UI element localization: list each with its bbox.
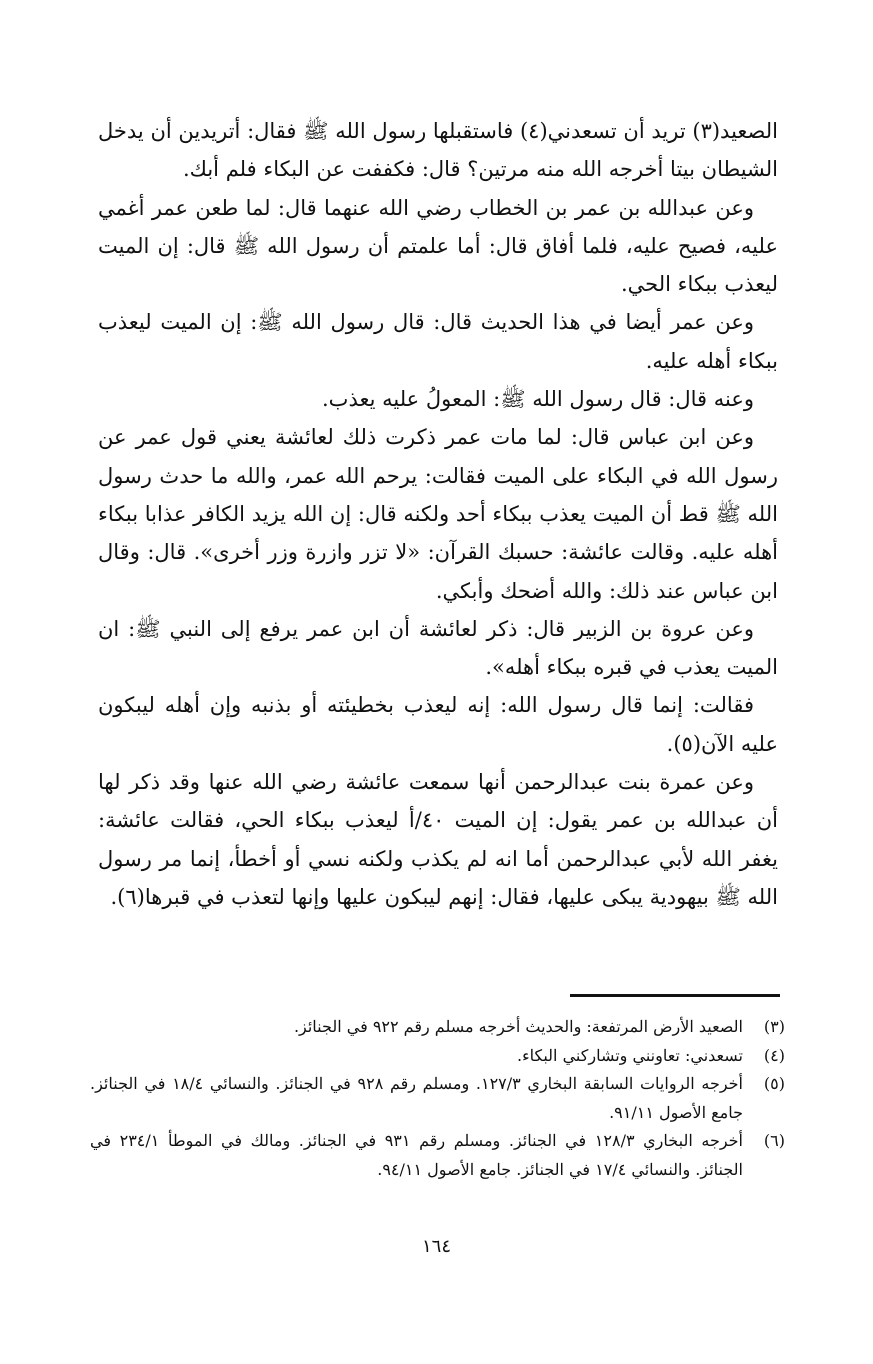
- paragraph-2: وعن عبدالله بن عمر بن الخطاب رضي الله عنهما قال: لما طعن عمر أغمي عليه، فصيح عليه، فلما أفاق قال: أما علمتم أن رسول الله ﷺ قال: إن الميت ليعذب ببكاء الحي.: [98, 195, 778, 297]
- paragraph-1: الصعيد(٣) تريد أن تسعدني(٤) فاستقبلها رسول الله ﷺ فقال: أتريدين أن يدخل الشيطان بيتا أخرجه الله منه مرتين؟ قال: فكففت عن البكاء فلم أبك.: [98, 119, 778, 182]
- footnote-text: الصعيد الأرض المرتفعة: والحديث أخرجه مسلم رقم ٩٢٢ في الجنائز.: [293, 1017, 743, 1036]
- footnote-number: (٦): [763, 1131, 785, 1150]
- footnote: [90, 1127, 785, 1184]
- footnote: [90, 1013, 785, 1042]
- footnote-number: (٥): [763, 1074, 785, 1093]
- footnote-number: (٣): [763, 1017, 785, 1036]
- footnote-text: أخرجه البخاري ١٢٨/٣ في الجنائز. ومسلم رقم ٩٣١ في الجنائز. ومالك في الموطأ ٢٣٤/١ في الجنائز. والنسائي ١٧/٤ في الجنائز. جامع الأصول ٩٤/١١.: [90, 1131, 744, 1179]
- footnotes: [90, 1013, 785, 1184]
- paragraph-4: وعنه قال: قال رسول الله ﷺ: المعولُ عليه يعذب.: [322, 387, 754, 412]
- footnote-text: تسعدني: تعاونني وتشاركني البكاء.: [517, 1045, 743, 1065]
- footnote-number: (٤): [763, 1045, 785, 1065]
- footnote: [90, 1042, 785, 1071]
- paragraph-3: وعن عمر أيضا في هذا الحديث قال: قال رسول الله ﷺ: إن الميت ليعذب ببكاء أهله عليه.: [98, 310, 778, 373]
- paragraph-8: وعن عمرة بنت عبدالرحمن أنها سمعت عائشة رضي الله عنها وقد ذكر لها أن عبدالله بن عمر يقول: إن الميت ٤٠/أ ليعذب ببكاء الحي، فقالت عائشة: يغفر الله لأبي عبدالرحمن أما انه لم يكذب ولكنه نسي أو أخطأ، إنما مر رسول الله ﷺ بيهودية يبكى عليها، فقال: إنهم ليبكون عليها وإنها لتعذب في قبرها(٦).: [98, 770, 778, 909]
- footnote-text: أخرجه الروايات السابقة البخاري ١٢٧/٣. ومسلم رقم ٩٢٨ في الجنائز. والنسائي ١٨/٤ في الجنائز. جامع الأصول ٩١/١١.: [90, 1074, 744, 1122]
- footnote-separator: [570, 994, 780, 997]
- paragraph-6: وعن عروة بن الزبير قال: ذكر لعائشة أن ابن عمر يرفع إلى النبي ﷺ: ان الميت يعذب في قبره ببكاء أهله».: [98, 616, 778, 680]
- paragraph-5: وعن ابن عباس قال: لما مات عمر ذكرت ذلك لعائشة يعني قول عمر عن رسول الله في البكاء على الميت فقالت: يرحم الله عمر، والله ما حدث رسول الله ﷺ قط أن الميت يعذب ببكاء أحد ولكنه قال: إن الله يزيد الكافر عذابا ببكاء أهله عليه. وقالت عائشة: حسبك القرآن: «لا تزر وازرة وزر أخرى». قال: وقال ابن عباس عند ذلك: والله أضحك وأبكي.: [98, 425, 778, 603]
- paragraph-7: فقالت: إنما قال رسول الله: إنه ليعذب بخطيئته أو بذنبه وإن أهله ليبكون عليه الآن(٥).: [98, 693, 778, 756]
- footnote: [90, 1070, 785, 1127]
- page-number: ١٦٤: [421, 1236, 451, 1257]
- main-text: [98, 112, 778, 916]
